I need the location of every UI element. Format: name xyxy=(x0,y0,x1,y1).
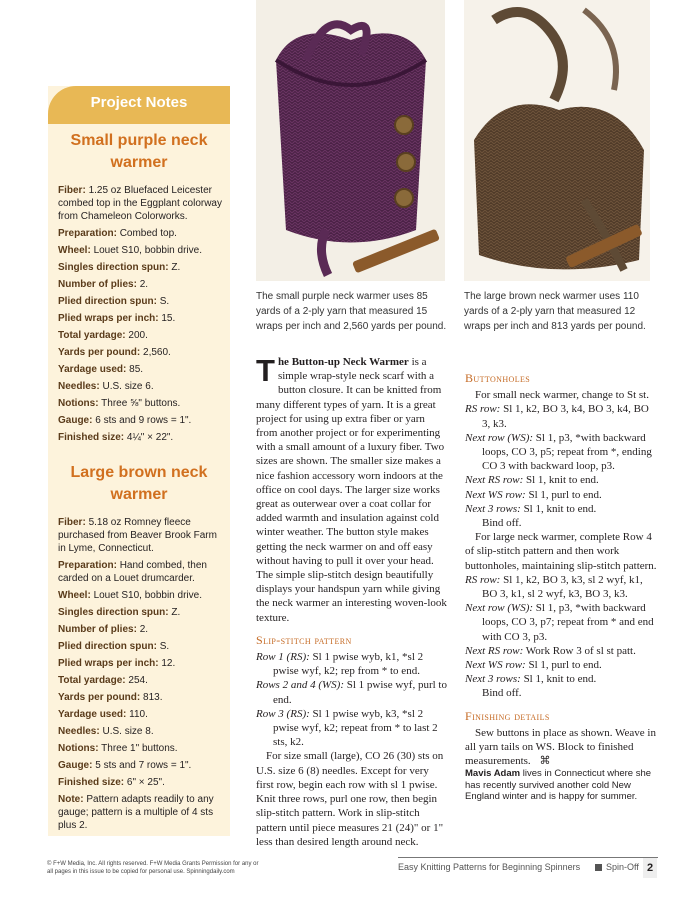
next-ws-row-instruction xyxy=(465,488,657,502)
spec-label: Plied wraps per inch: xyxy=(58,313,159,324)
next-ws-row-large-instruction xyxy=(465,658,657,672)
copyright-notice: © F+W Media, Inc. All rights reserved. F+W Media Grants Permission for any or all pages in this issue to be copied for personal use. Spinningdaily.com xyxy=(47,861,259,875)
article-column-1 xyxy=(256,355,448,849)
row-label: Next row (WS): xyxy=(465,602,534,615)
finishing-text: Sew buttons in place as shown. Weave in all yarn tails on WS. Block to finished measurements. xyxy=(465,726,656,768)
spec-value: Louet S10, bobbin drive. xyxy=(93,245,202,256)
spec-value: 85. xyxy=(129,364,144,375)
row-text: Sl 1, k2, BO 3, k3, sl 2 wyf, k1, BO 3, k1, sl 2 wyf, k3, BO 3, k3. xyxy=(482,573,643,601)
next-rs-row-large-instruction xyxy=(465,644,657,658)
row-text: Work Row 3 of sl st patt. xyxy=(523,644,636,657)
rows-2-4-instruction xyxy=(256,678,448,706)
purple-project-title: Small purple neck warmer xyxy=(70,132,208,171)
spec-label: Fiber: xyxy=(58,517,86,528)
row-label: RS row: xyxy=(465,573,501,586)
spec-value: Louet S10, bobbin drive. xyxy=(93,590,202,601)
spec-row xyxy=(58,776,224,789)
row-text: Sl 1, purl to end. xyxy=(525,488,602,501)
spec-value: 254. xyxy=(128,675,148,686)
article-headline: he Button-up Neck Warmer xyxy=(277,356,409,368)
spec-row xyxy=(58,708,224,721)
spec-label: Singles direction spun: xyxy=(58,262,169,273)
spec-row xyxy=(58,261,224,274)
spec-row xyxy=(58,606,224,619)
finishing-heading: Finishing details xyxy=(465,708,550,723)
spec-row xyxy=(58,244,224,257)
spec-row xyxy=(58,312,224,325)
spec-value: 110. xyxy=(129,709,148,720)
spec-value: 200. xyxy=(128,330,148,341)
spec-row xyxy=(58,759,224,772)
spec-label: Number of plies: xyxy=(58,624,137,635)
footer-rule xyxy=(398,857,658,858)
purple-specs xyxy=(58,184,224,448)
spec-row xyxy=(58,363,224,376)
author-bio xyxy=(465,768,657,803)
spec-value: U.S. size 8. xyxy=(102,726,154,737)
row-text: Sl 1 pwise wyf, purl to end. xyxy=(273,679,447,706)
row-text: Sl 1, knit to end. xyxy=(520,502,597,515)
rs-row-large-instruction xyxy=(465,573,657,601)
intro-text: is a simple wrap-style neck scarf with a button closure. It can be knitted from many different types of yarn. It is a great project for using up extra fiber or yarn from another project or for experimenting with a small amount of a luxury fiber. Two sizes are shown. The smaller size makes a nice fashion accessory worn indoors at the office on cool days. The larger size works great as outerwear over a coat collar for added warmth and insulation against cold winter weather. The button style makes getting the neck warmer on and off easy without having to pull it over your head. The simple slip-stitch design beautifully displays your handspun yarn while giving the neck warmer an interesting woven-look texture. xyxy=(256,356,447,624)
spec-value: Combed top. xyxy=(119,228,177,239)
footer-title: Easy Knitting Patterns for Beginning Spinners xyxy=(398,862,581,872)
spec-label: Total yardage: xyxy=(58,330,126,341)
spec-label: Notions: xyxy=(58,743,99,754)
row-label: RS row: xyxy=(465,403,501,416)
spec-value: 2,560. xyxy=(143,347,171,358)
spec-value: U.S. size 6. xyxy=(102,381,154,392)
drop-cap: T xyxy=(256,353,275,388)
next-3-rows-large-instruction xyxy=(465,672,657,686)
slip-stitch-heading: Slip-stitch pattern xyxy=(256,632,352,647)
spec-value: S. xyxy=(159,641,170,652)
spec-value: Hand combed, then carded on a Louet drumcarder. xyxy=(58,560,207,584)
spec-label: Notions: xyxy=(58,398,99,409)
author-bio-text: lives in Connecticut where she has recently survived another cold New England winter and is happy for summer. xyxy=(465,768,652,803)
row-3-instruction xyxy=(256,707,448,750)
spec-row xyxy=(58,346,224,359)
row-label: Rows 2 and 4 (WS): xyxy=(256,679,344,692)
spec-value: Z. xyxy=(171,607,181,618)
spec-row xyxy=(58,657,224,670)
spec-value: 2. xyxy=(139,279,149,290)
large-buttonhole-intro: For large neck warmer, complete Row 4 of slip-stitch pattern and then work buttonholes, maintaining slip-stitch pattern. xyxy=(465,531,657,572)
spec-label: Plied direction spun: xyxy=(58,296,157,307)
spec-label: Yards per pound: xyxy=(58,692,141,703)
small-buttonhole-intro: For small neck warmer, change to St st. xyxy=(475,389,649,402)
spec-label: Plied wraps per inch: xyxy=(58,658,159,669)
rs-row-instruction xyxy=(465,402,657,430)
spec-value: 1.25 oz Bluefaced Leicester combed top in the Eggplant colorway from Chameleon Colorworks. xyxy=(58,185,222,222)
row-label: Next 3 rows: xyxy=(465,502,521,515)
spec-label: Plied direction spun: xyxy=(58,641,157,652)
intro-paragraph xyxy=(256,355,448,625)
row-label: Next row (WS): xyxy=(465,431,534,444)
brown-neck-warmer-illustration xyxy=(464,0,650,281)
row-text: Sl 1 pwise wyb, k3, *sl 2 pwise wyf, k2; repeat from * to last 2 sts, k2. xyxy=(273,707,438,749)
footer-square-icon xyxy=(595,864,602,871)
purple-photo-caption: The small purple neck warmer uses 85 yards of a 2-ply yarn that measured 15 wraps per inch and 2,560 yards per pound. xyxy=(256,291,447,332)
cast-on-paragraph: For size small (large), CO 26 (30) sts on U.S. size 6 (8) needles. Except for very first row, begin each row with sl 1 pwise. Knit three rows, purl one row, then begin slip-stitch pattern. Work in slip-stitch pattern until piece measures 21 (24)" or 1" less than desired length around neck. xyxy=(256,750,444,848)
author-name: Mavis Adam xyxy=(465,768,521,780)
spec-label: Yardage used: xyxy=(58,364,127,375)
spec-label: Note: xyxy=(58,794,84,805)
spec-label: Preparation: xyxy=(58,228,117,239)
footer-magazine: Spin-Off xyxy=(606,862,639,872)
row-text: Sl 1, knit to end. xyxy=(520,673,597,686)
next-3-rows-instruction xyxy=(465,502,657,516)
spec-row xyxy=(58,559,224,585)
spec-row xyxy=(58,793,224,832)
spec-label: Preparation: xyxy=(58,560,117,571)
row-text: Sl 1 pwise wyb, k1, *sl 2 pwise wyf, k2; rep from * to end. xyxy=(273,651,424,678)
bind-off-large-instruction: Bind off. xyxy=(482,687,522,700)
next-row-instruction xyxy=(465,431,657,474)
spec-label: Finished size: xyxy=(58,777,125,788)
finishing-paragraph xyxy=(465,726,657,769)
spec-value: Z. xyxy=(171,262,181,273)
spec-label: Needles: xyxy=(58,726,100,737)
spec-value: Three ⅝" buttons. xyxy=(101,398,181,409)
next-rs-row-instruction xyxy=(465,473,657,487)
purple-neck-warmer-photo xyxy=(256,0,445,281)
project-notes-sidebar xyxy=(48,86,230,836)
row-text: Sl 1, k2, BO 3, k4, BO 3, k4, BO 3, k3. xyxy=(482,403,649,430)
next-row-large-instruction xyxy=(465,601,657,644)
spec-row xyxy=(58,742,224,755)
row-text: Sl 1, knit to end. xyxy=(523,474,599,487)
brown-neck-warmer-photo xyxy=(464,0,650,281)
spec-label: Yards per pound: xyxy=(58,347,141,358)
spec-label: Wheel: xyxy=(58,590,91,601)
article-column-2 xyxy=(465,357,657,803)
spec-row xyxy=(58,278,224,291)
spec-label: Finished size: xyxy=(58,432,125,443)
spec-row xyxy=(58,380,224,393)
row-text: Sl 1, p3, *with backward loops, CO 3, p5; repeat from *, ending CO 3 with backward loop, p3. xyxy=(482,431,652,473)
row-label: Next RS row: xyxy=(465,474,524,487)
spec-row xyxy=(58,623,224,636)
spec-value: 813. xyxy=(143,692,163,703)
end-mark-icon: ⌘ xyxy=(539,755,551,768)
spec-row xyxy=(58,329,224,342)
row-label: Next WS row: xyxy=(465,488,526,501)
spec-value: 2. xyxy=(139,624,149,635)
brown-project-title: Large brown neck warmer xyxy=(70,464,208,503)
spec-row xyxy=(58,674,224,687)
row-text: Sl 1, purl to end. xyxy=(525,659,602,672)
spec-row xyxy=(58,431,224,444)
row-text: Sl 1, p3, *with backward loops, CO 3, p7; repeat from * and end with CO 3, p3. xyxy=(482,602,654,643)
spec-label: Number of plies: xyxy=(58,279,137,290)
spec-label: Singles direction spun: xyxy=(58,607,169,618)
row-label: Row 1 (RS): xyxy=(256,651,310,664)
row-1-instruction xyxy=(256,650,448,678)
brown-specs xyxy=(58,516,224,836)
spec-row xyxy=(58,184,224,223)
spec-label: Total yardage: xyxy=(58,675,126,686)
spec-label: Needles: xyxy=(58,381,100,392)
spec-value: 15. xyxy=(161,313,176,324)
row-label: Next 3 rows: xyxy=(465,673,521,686)
spec-value: 4¼" × 22". xyxy=(126,432,174,443)
spec-label: Fiber: xyxy=(58,185,86,196)
spec-label: Wheel: xyxy=(58,245,91,256)
spec-row xyxy=(58,725,224,738)
spec-value: 6 sts and 9 rows = 1". xyxy=(95,415,192,426)
spec-row xyxy=(58,691,224,704)
spec-row xyxy=(58,227,224,240)
row-label: Next RS row: xyxy=(465,644,524,657)
brown-photo-caption: The large brown neck warmer uses 110 yards of a 2-ply yarn that measured 12 wraps per inch and 813 yards per pound. xyxy=(464,291,646,332)
spec-row xyxy=(58,640,224,653)
spec-value: 12. xyxy=(161,658,176,669)
spec-value: Three 1" buttons. xyxy=(101,743,178,754)
spec-row xyxy=(58,295,224,308)
spec-value: 5.18 oz Romney fleece purchased from Beaver Brook Farm in Lyme, Connecticut. xyxy=(58,517,217,554)
page-number: 2 xyxy=(643,858,657,878)
spec-value: Pattern adapts readily to any gauge; pattern is a multiple of 4 sts plus 2. xyxy=(58,794,214,831)
spec-label: Gauge: xyxy=(58,415,93,426)
purple-neck-warmer-illustration xyxy=(256,0,445,281)
bind-off-instruction: Bind off. xyxy=(482,517,522,530)
spec-value: 5 sts and 7 rows = 1". xyxy=(95,760,192,771)
sidebar-title: Project Notes xyxy=(90,94,188,111)
spec-row xyxy=(58,516,224,555)
row-label: Row 3 (RS): xyxy=(256,707,310,720)
spec-row xyxy=(58,414,224,427)
spec-row xyxy=(58,397,224,410)
spec-label: Gauge: xyxy=(58,760,93,771)
spec-row xyxy=(58,589,224,602)
spec-value: S. xyxy=(159,296,170,307)
row-label: Next WS row: xyxy=(465,659,526,672)
buttonholes-heading: Buttonholes xyxy=(465,371,531,385)
spec-value: 6" × 25". xyxy=(126,777,165,788)
spec-label: Yardage used: xyxy=(58,709,127,720)
